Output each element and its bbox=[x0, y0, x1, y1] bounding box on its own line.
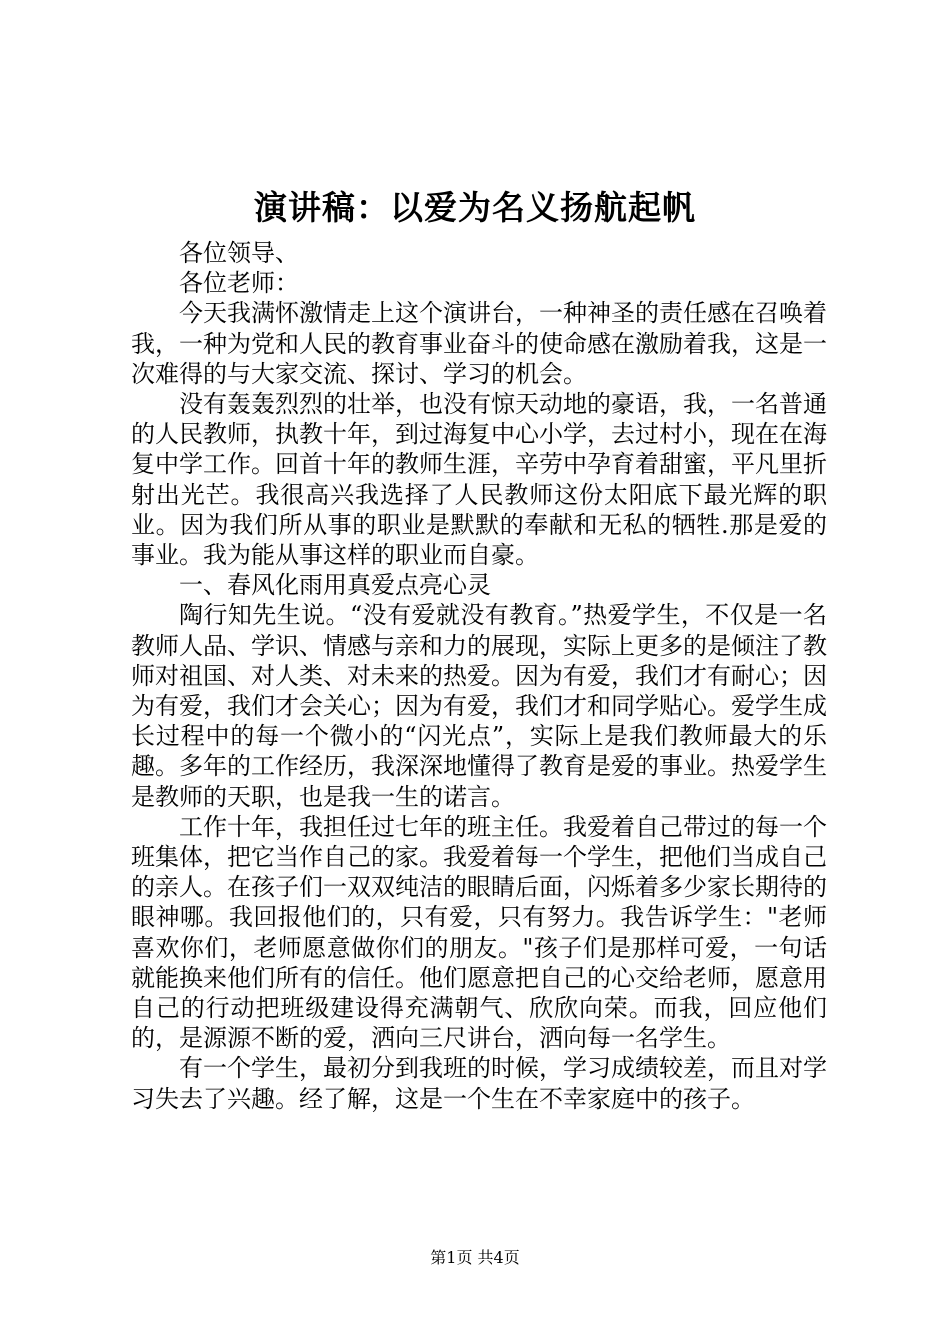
page-number-footer: 第1页 共4页 bbox=[430, 1248, 520, 1267]
document-title: 演讲稿：以爱为名义扬航起帆 bbox=[254, 188, 696, 227]
salutation-teachers: 各位老师： bbox=[179, 269, 299, 298]
document-body bbox=[131, 238, 827, 1114]
body-paragraph: 没有轰轰烈烈的壮举，也没有惊天动地的豪语，我，一名普通的人民教师，执教十年，到过海复中心小学，去过村小，现在在海复中学工作。回首十年的教师生涯，辛劳中孕育着甜蜜，平凡里折射出光芒。我很高兴我选择了人民教师这份太阳底下最光辉的职业。因为我们所从事的职业是默默的奉献和无私的牺牲.那是爱的事业。我为能从事这样的职业而自豪。 bbox=[131, 390, 827, 570]
salutation-leaders: 各位领导、 bbox=[179, 239, 299, 267]
body-paragraph: 工作十年，我担任过七年的班主任。我爱着自己带过的每一个班集体，把它当作自己的家。我爱着每一个学生，把他们当成自己的亲人。在孩子们一双双纯洁的眼睛后面，闪烁着多少家长期待的眼神哪。我回报他们的，只有爱，只有努力。我告诉学生："老师喜欢你们，老师愿意做你们的朋友。"孩子们是那样可爱，一句话就能换来他们所有的信任。他们愿意把自己的心交给老师，愿意用自己的行动把班级建设得充满朝气、欣欣向荣。而我，回应他们的，是源源不断的爱，洒向三尺讲台，洒向每一名学生。 bbox=[131, 812, 827, 1053]
body-paragraph: 陶行知先生说。“没有爱就没有教育。”热爱学生，不仅是一名教师人品、学识、情感与亲和力的展现，实际上更多的是倾注了教师对祖国、对人类、对未来的热爱。因为有爱，我们才有耐心；因为有爱，我们才会关心；因为有爱，我们才和同学贴心。爱学生成长过程中的每一个微小的“闪光点”，实际上是我们教师最大的乐趣。多年的工作经历，我深深地懂得了教育是爱的事业。热爱学生是教师的天职，也是我一生的诺言。 bbox=[131, 601, 827, 811]
body-paragraph: 今天我满怀激情走上这个演讲台，一种神圣的责任感在召唤着我，一种为党和人民的教育事业奋斗的使命感在激励着我，这是一次难得的与大家交流、探讨、学习的机会。 bbox=[131, 299, 827, 388]
body-paragraph: 有一个学生，最初分到我班的时候，学习成绩较差，而且对学习失去了兴趣。经了解，这是一个生在不幸家庭中的孩子。 bbox=[131, 1054, 827, 1113]
section-heading: 一、春风化雨用真爱点亮心灵 bbox=[179, 571, 491, 600]
